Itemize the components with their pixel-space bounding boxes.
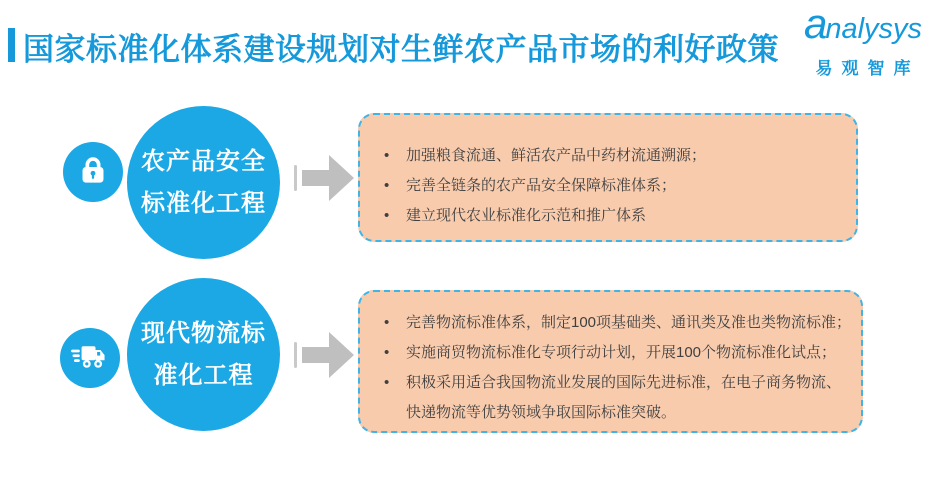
- bullet-marker: •: [384, 177, 390, 194]
- page-title: 国家标准化体系建设规划对生鲜农产品市场的利好政策: [23, 32, 779, 67]
- brand-subtitle: 易观智库: [815, 59, 920, 78]
- policy-box-safety: [358, 113, 858, 242]
- lock-icon: [76, 153, 110, 192]
- bullet-text: 建立现代农业标准化示范和推广体系: [406, 207, 647, 224]
- title-accent-bar: [8, 28, 15, 62]
- list-item: [384, 338, 853, 368]
- program-label-line1: 现代物流标: [141, 319, 266, 347]
- brand-initial: a: [803, 0, 826, 47]
- bullet-text: 加强粮食流通、鲜活农产品中药材流通溯源；: [406, 147, 707, 164]
- program-label-line1: 农产品安全: [141, 147, 266, 175]
- list-item: [384, 141, 846, 171]
- truck-icon: [71, 340, 109, 377]
- flow-line: [294, 342, 297, 368]
- program-circle-logistics: [127, 278, 280, 431]
- safety-icon-circle: [63, 142, 123, 202]
- bullet-marker: •: [384, 314, 390, 331]
- program-label-line2: 标准化工程: [141, 189, 266, 217]
- bullet-marker: •: [384, 147, 390, 164]
- brand-rest: nalysys: [825, 13, 923, 45]
- policy-box-logistics: [358, 290, 863, 433]
- analysys-logo: [784, 0, 942, 79]
- bullet-marker: •: [384, 344, 390, 361]
- logistics-icon-circle: [60, 328, 120, 388]
- bullet-marker: •: [384, 207, 390, 224]
- program-circle-safety: [127, 106, 280, 259]
- flow-line: [294, 165, 297, 191]
- bullet-marker: •: [384, 374, 390, 391]
- program-label-line2: 准化工程: [153, 361, 254, 389]
- list-item: [384, 308, 853, 338]
- brand-wordmark: [784, 0, 942, 54]
- bullet-text: 完善物流标准体系，制定100项基础类、通讯类及准也类物流标准；: [406, 314, 852, 331]
- right-arrow-icon: [302, 155, 354, 201]
- list-item: [384, 201, 846, 231]
- bullet-text: 实施商贸物流标准化专项行动计划，开展100个物流标准化试点；: [406, 344, 837, 361]
- right-arrow-icon: [302, 332, 354, 378]
- list-item: [384, 171, 846, 201]
- list-item: [384, 368, 853, 428]
- bullet-text: 积极采用适合我国物流业发展的国际先进标准，在电子商务物流、快递物流等优势领域争取国际标准突破。: [406, 374, 842, 421]
- bullet-text: 完善全链条的农产品安全保障标准体系；: [406, 177, 677, 194]
